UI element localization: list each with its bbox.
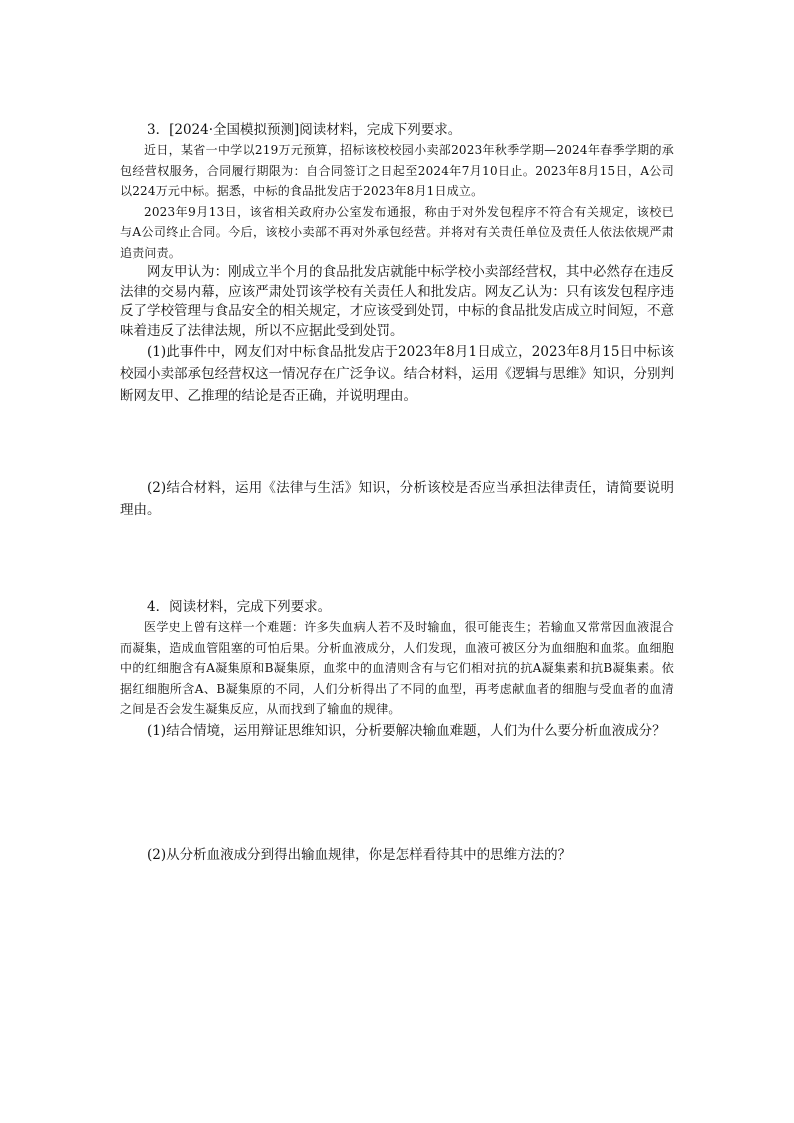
answer-space bbox=[120, 866, 674, 886]
question-3 bbox=[120, 120, 674, 597]
answer-space bbox=[120, 407, 674, 477]
worksheet-page bbox=[120, 120, 674, 886]
question-4-material: 医学史上曾有这样一个难题：许多失血病人若不及时输血，很可能丧生；若输血又常常因血液混合而凝集，造成血管阻塞的可怕后果。分析血液成分，人们发现，血液可被区分为血细胞和血浆。血细胞中的红细胞含有A凝集原和B凝集原，血浆中的血清则含有与它们相对抗的抗A凝集素和抗B凝集素。依据红细胞所含A、B凝集原的不同，人们分析得出了不同的血型，再考虑献血者的细胞与受血者的血清之间是否会发生凝集反应，从而找到了输血的规律。 bbox=[120, 620, 674, 716]
question-4-subquestion-2: (2)从分析血液成分到得出输血规律，你是怎样看待其中的思维方法的？ bbox=[147, 846, 572, 863]
answer-space bbox=[120, 742, 674, 844]
question-4-subquestion-1: (1)结合情境，运用辩证思维知识，分析要解决输血难题，人们为什么要分析血液成分？ bbox=[147, 722, 666, 739]
question-3-material-paragraph-2: 2023年9月13日，该省相关政府办公室发布通报，称由于对外发包程序不符合有关规定，该校已与A公司终止合同。今后，该校小卖部不再对外承包经营。并将对有关责任单位及责任人依法依规严肃追责问责。 bbox=[120, 204, 674, 260]
question-4 bbox=[120, 597, 674, 886]
question-3-netizen-opinions: 网友甲认为：刚成立半个月的食品批发店就能中标学校小卖部经营权，其中必然存在违反法律的交易内幕，应该严肃处罚该学校有关责任人和批发店。网友乙认为：只有该发包程序违反了学校管理与食品安全的相关规定，才应该受到处罚，中标的食品批发店成立时间短，不意味着违反了法律法规，所以不应据此受到处罚。 bbox=[120, 264, 674, 339]
answer-space bbox=[120, 521, 674, 597]
question-3-title: 3．[2024·全国模拟预测]阅读材料，完成下列要求。 bbox=[147, 122, 462, 138]
question-3-subquestion-1: (1)此事件中，网友们对中标食品批发店于2023年8月1日成立，2023年8月15日中标该校园小卖部承包经营权这一情况存在广泛争议。结合材料，运用《逻辑与思维》知识，分别判断网友甲、乙推理的结论是否正确，并说明理由。 bbox=[120, 344, 674, 404]
question-3-material-paragraph-1: 近日，某省一中学以219万元预算，招标该校校园小卖部2023年秋季学期—2024年春季学期的承包经营权服务，合同履行期限为：自合同签订之日起至2024年7月10日止。2023年8月15日，A公司以224万元中标。据悉，中标的食品批发店于2023年8月1日成立。 bbox=[120, 143, 674, 198]
question-4-title: 4．阅读材料，完成下列要求。 bbox=[147, 599, 332, 615]
question-3-subquestion-2: (2)结合材料，运用《法律与生活》知识，分析该校是否应当承担法律责任，请简要说明理由。 bbox=[120, 480, 674, 518]
